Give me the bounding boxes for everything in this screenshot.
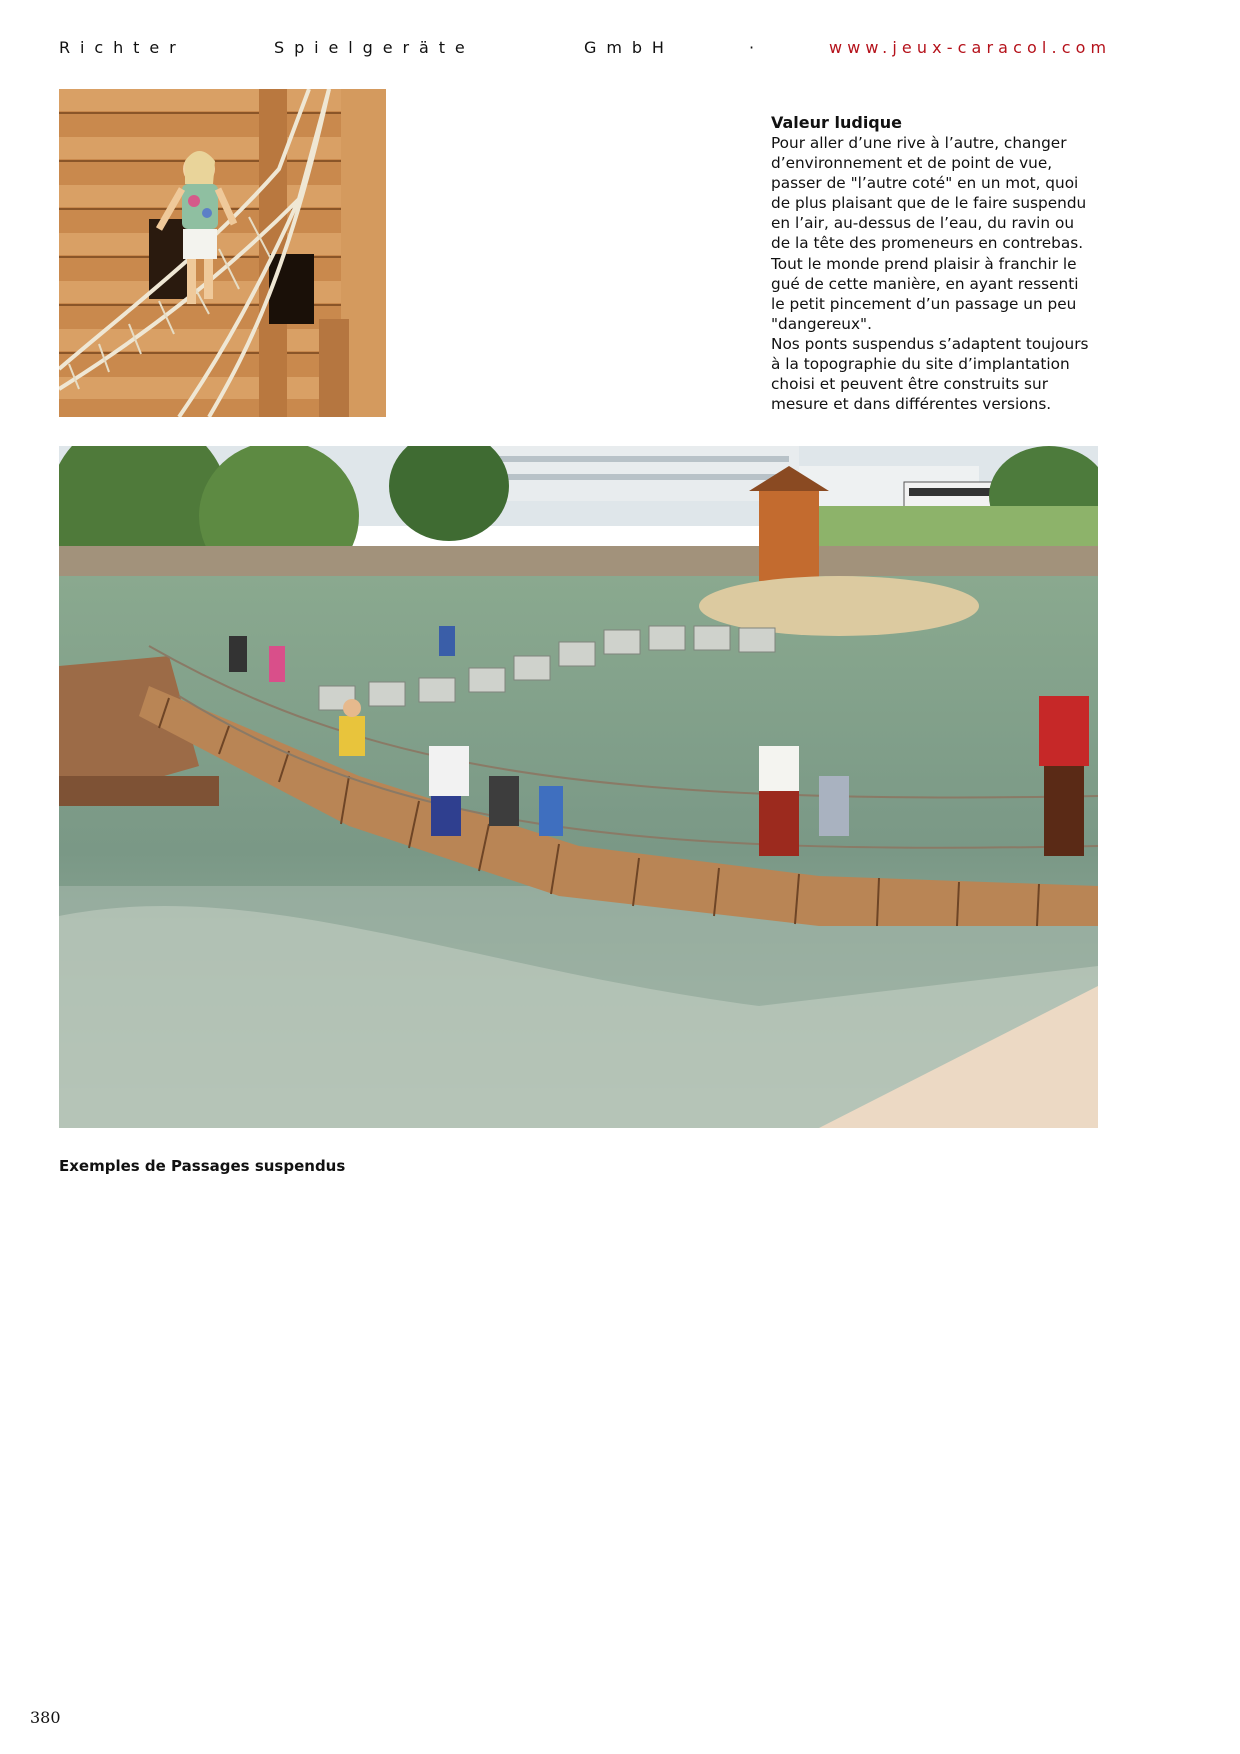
header-company-name: Richter xyxy=(59,38,186,57)
photo-caption: Exemples de Passages suspendus xyxy=(59,1157,346,1175)
child-rope-bridge-photo xyxy=(59,89,386,417)
page-number: 380 xyxy=(30,1708,61,1727)
section-body: Pour aller d’une rive à l’autre, changer d’environnement et de point de vue, passer de "l’autre coté" en un mot, quoi de plus plaisant que de le faire suspendu en l’air, au-dessus de l’eau, du ravin ou de la tête des promeneurs en contrebas. Tout le monde prend plaisir à franchir le gué de cette manière, en ayant ressenti le petit pincement d’un passage un peu "dangereux". Nos ponts suspendus s’adaptent toujours à la topographie du site d’implantation choisi et peuvent être construits sur mesure et dans différentes versions. xyxy=(771,134,1089,414)
header-website-link[interactable]: www.jeux-caracol.com xyxy=(829,38,1112,57)
text-block xyxy=(771,113,1101,414)
page-header xyxy=(59,38,1112,62)
header-company-type: GmbH xyxy=(584,38,674,57)
header-separator: · xyxy=(749,38,765,57)
section-title: Valeur ludique xyxy=(771,113,902,132)
suspension-bridge-photo xyxy=(59,446,1098,1128)
header-company-name-2: Spielgeräte xyxy=(274,38,475,57)
